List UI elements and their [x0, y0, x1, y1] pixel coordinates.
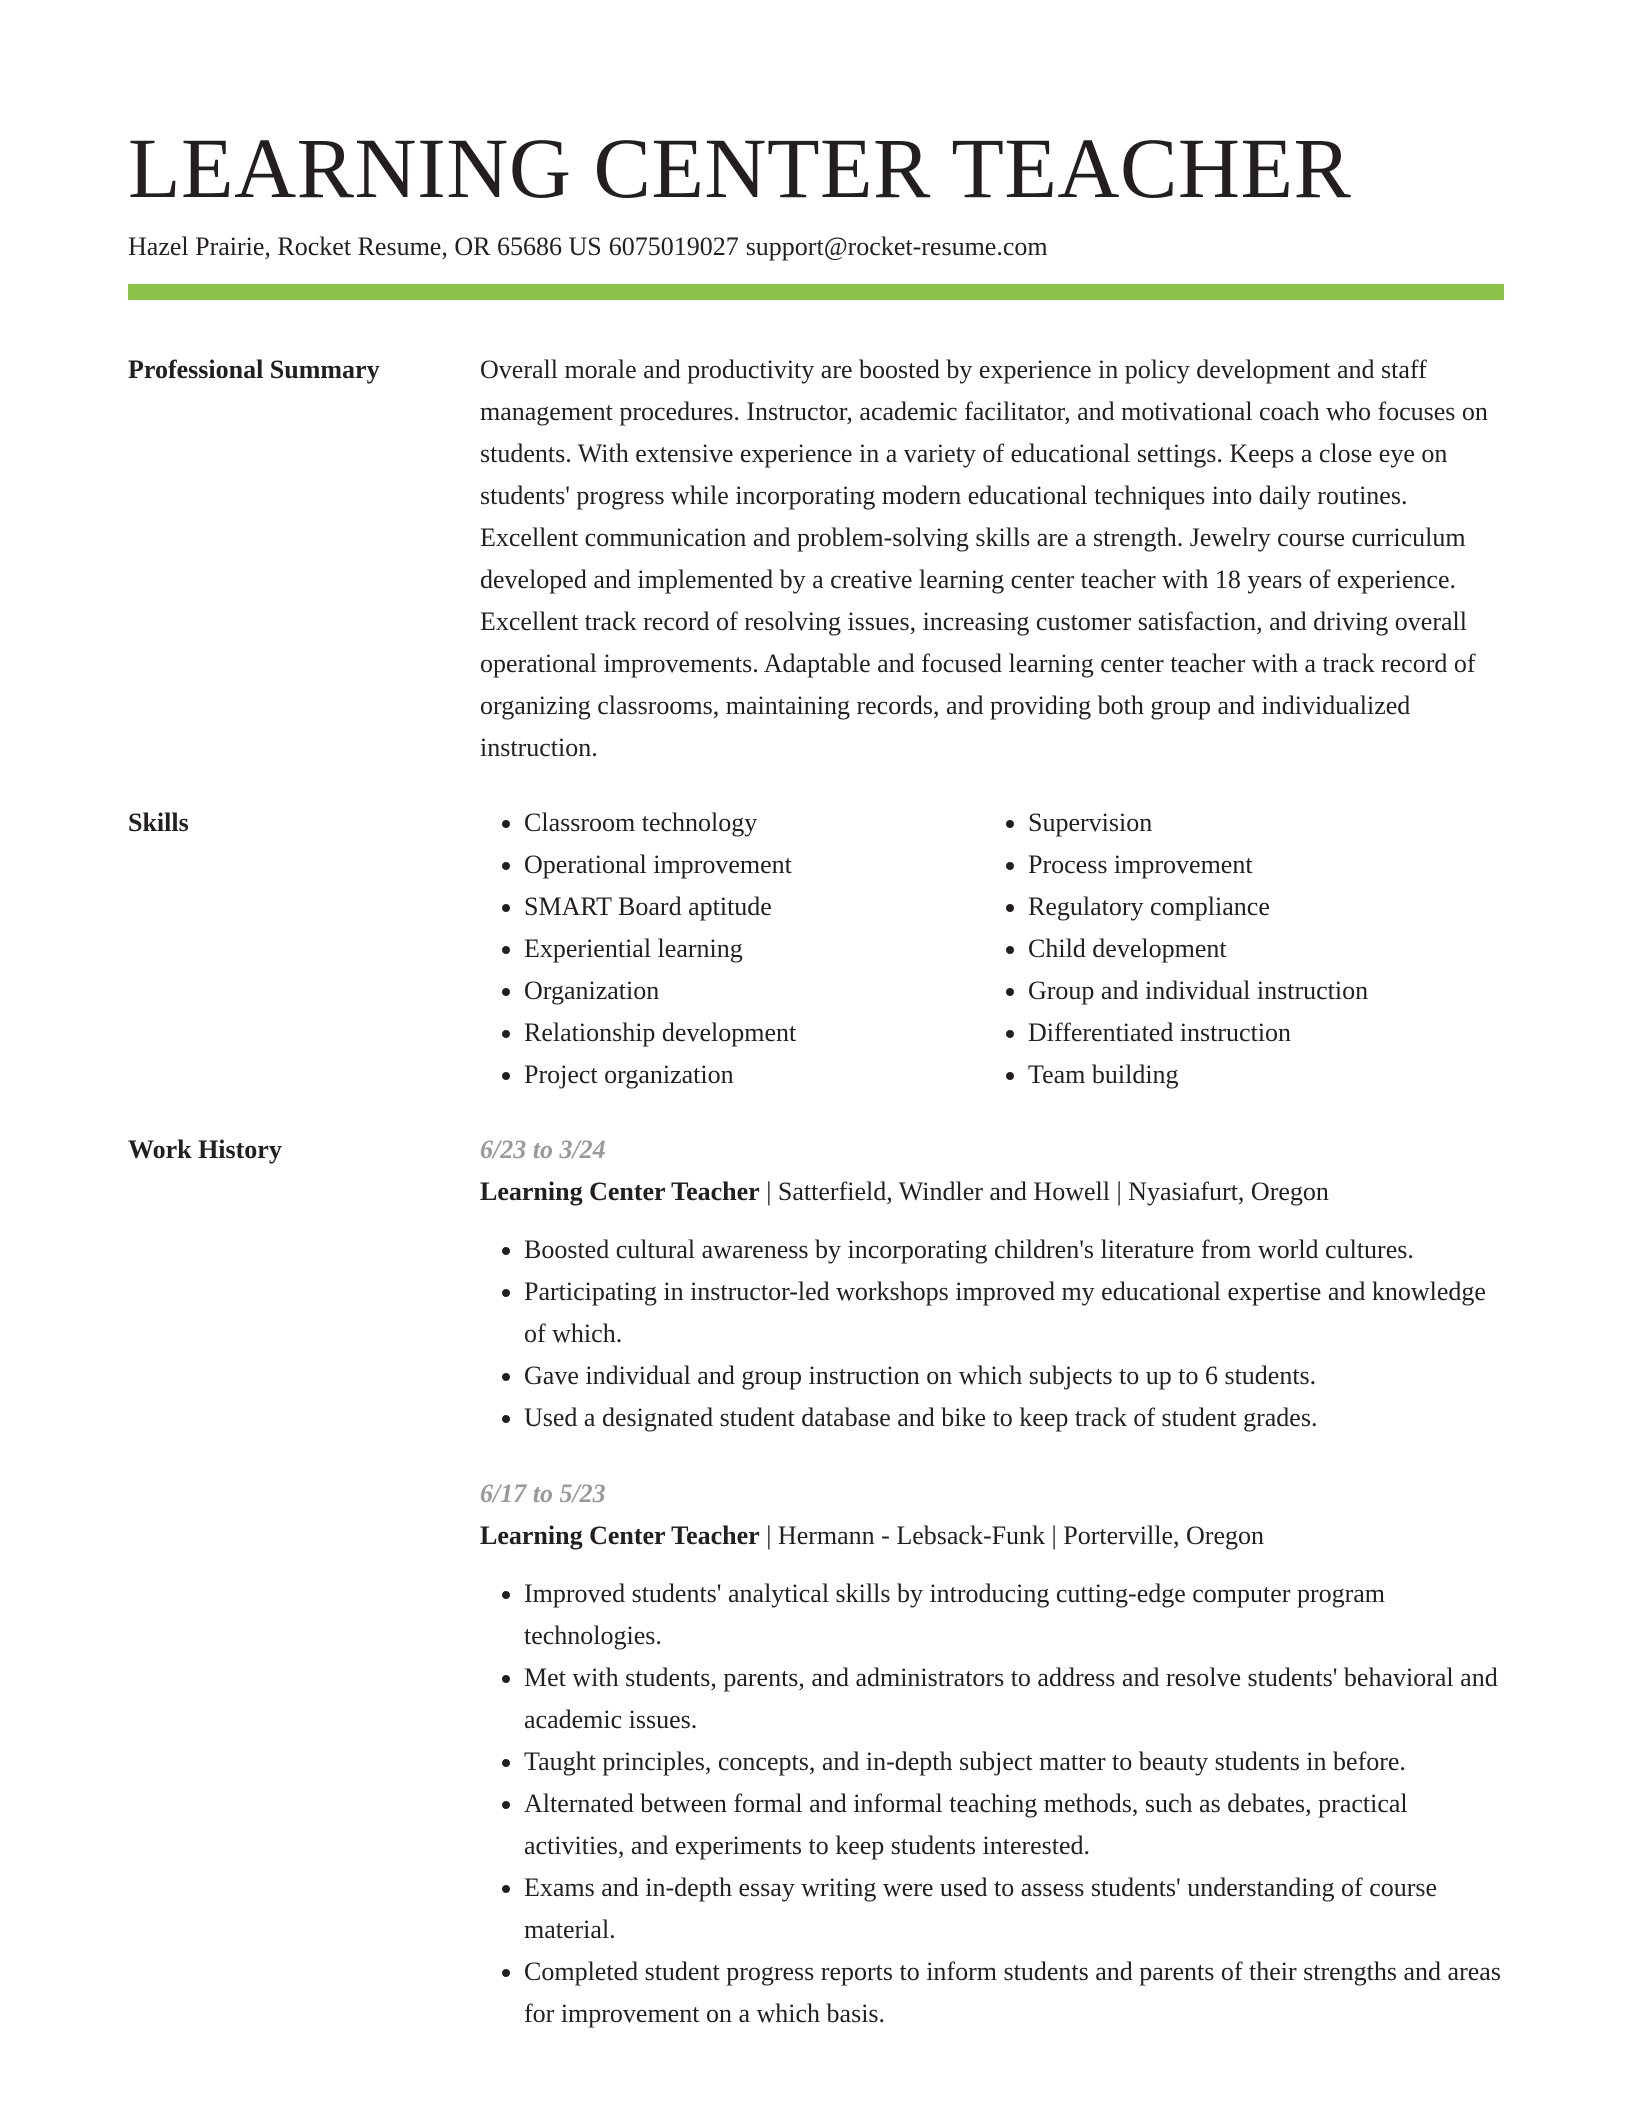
professional-summary-section — [128, 349, 1504, 769]
skill-item: • Team building — [1028, 1054, 1368, 1096]
skill-item: • Group and individual instruction — [1028, 970, 1368, 1012]
skill-item: • Supervision — [1028, 802, 1368, 844]
skill-item: • Child development — [1028, 928, 1368, 970]
summary-text: Overall morale and productivity are boosted by experience in policy development and staff management procedures. Instructor, academic facilitator, and motivational coach who focuses on students. With extensive experience in a variety of educational settings. Keeps a close eye on students' progress while incorporating modern educational techniques into daily routines. Excellent communication and problem-solving skills are a strength. Jewelry course curriculum developed and implemented by a creative learning center teacher with 18 years of experience. Excellent track record of resolving issues, increasing customer satisfaction, and driving overall operational improvements. Adaptable and focused learning center teacher with a track record of organizing classrooms, maintaining records, and providing both group and individualized instruction. — [480, 355, 1488, 762]
section-label-skills: Skills — [128, 808, 189, 837]
section-label-work-history: Work History — [128, 1135, 282, 1164]
job-bullet: • Gave individual and group instruction on which subjects to up to 6 students. — [524, 1355, 1504, 1397]
skill-item: • SMART Board aptitude — [524, 886, 984, 928]
job-bullet: • Completed student progress reports to inform students and parents of their strengths and areas for improvement on a which basis. — [524, 1951, 1504, 2035]
job-bullet: • Exams and in-depth essay writing were used to assess students' understanding of course material. — [524, 1867, 1504, 1951]
job-title: Learning Center Teacher — [480, 1521, 760, 1550]
skill-item: • Operational improvement — [524, 844, 984, 886]
job-bullets — [480, 1229, 1504, 1439]
job-bullet: • Improved students' analytical skills by introducing cutting-edge computer program technologies. — [524, 1573, 1504, 1657]
job-dates: 6/23 to 3/24 — [480, 1135, 606, 1164]
summary-body — [480, 349, 1504, 769]
skills-list-left — [480, 802, 984, 1096]
skill-item: • Classroom technology — [524, 802, 984, 844]
resume-title: LEARNING CENTER TEACHER — [128, 120, 1352, 216]
job-bullet: • Used a designated student database and bike to keep track of student grades. — [524, 1397, 1504, 1439]
skills-list-right — [984, 802, 1368, 1096]
contact-email: support@rocket-resume.com — [745, 232, 1048, 261]
skill-item: • Differentiated instruction — [1028, 1012, 1368, 1054]
contact-phone: 6075019027 — [608, 232, 739, 261]
skill-item: • Regulatory compliance — [1028, 886, 1368, 928]
skill-item: • Experiential learning — [524, 928, 984, 970]
job-bullet: • Participating in instructor-led workshops improved my educational expertise and knowledge of which. — [524, 1271, 1504, 1355]
job-employer-location: | Hermann - Lebsack-Funk | Porterville, Oregon — [759, 1521, 1264, 1550]
job-bullet: • Boosted cultural awareness by incorporating children's literature from world cultures. — [524, 1229, 1504, 1271]
job-dates: 6/17 to 5/23 — [480, 1479, 606, 1508]
contact-address: Hazel Prairie, Rocket Resume, OR 65686 US — [128, 232, 602, 261]
skill-item: • Process improvement — [1028, 844, 1368, 886]
job-title: Learning Center Teacher — [480, 1177, 760, 1206]
job-bullet: • Met with students, parents, and administrators to address and resolve students' behavioral and academic issues. — [524, 1657, 1504, 1741]
skill-item: • Relationship development — [524, 1012, 984, 1054]
section-label-summary: Professional Summary — [128, 355, 380, 384]
job-entry — [480, 1129, 1504, 1439]
skills-columns — [480, 802, 1504, 1096]
job-employer-location: | Satterfield, Windler and Howell | Nyasiafurt, Oregon — [759, 1177, 1329, 1206]
job-entry — [480, 1473, 1504, 2035]
contact-line — [128, 230, 1504, 264]
skills-section — [128, 802, 1504, 1096]
work-history-section — [128, 1129, 1504, 2035]
work-history-body — [480, 1129, 1504, 2035]
job-bullet: • Taught principles, concepts, and in-depth subject matter to beauty students in before. — [524, 1741, 1504, 1783]
job-heading — [480, 1171, 1504, 1213]
job-heading — [480, 1515, 1504, 1557]
header-divider — [128, 284, 1504, 300]
skill-item: • Project organization — [524, 1054, 984, 1096]
resume-page — [128, 118, 1504, 2035]
job-bullet: • Alternated between formal and informal teaching methods, such as debates, practical activities, and experiments to keep students interested. — [524, 1783, 1504, 1867]
skill-item: • Organization — [524, 970, 984, 1012]
job-bullets — [480, 1573, 1504, 2035]
